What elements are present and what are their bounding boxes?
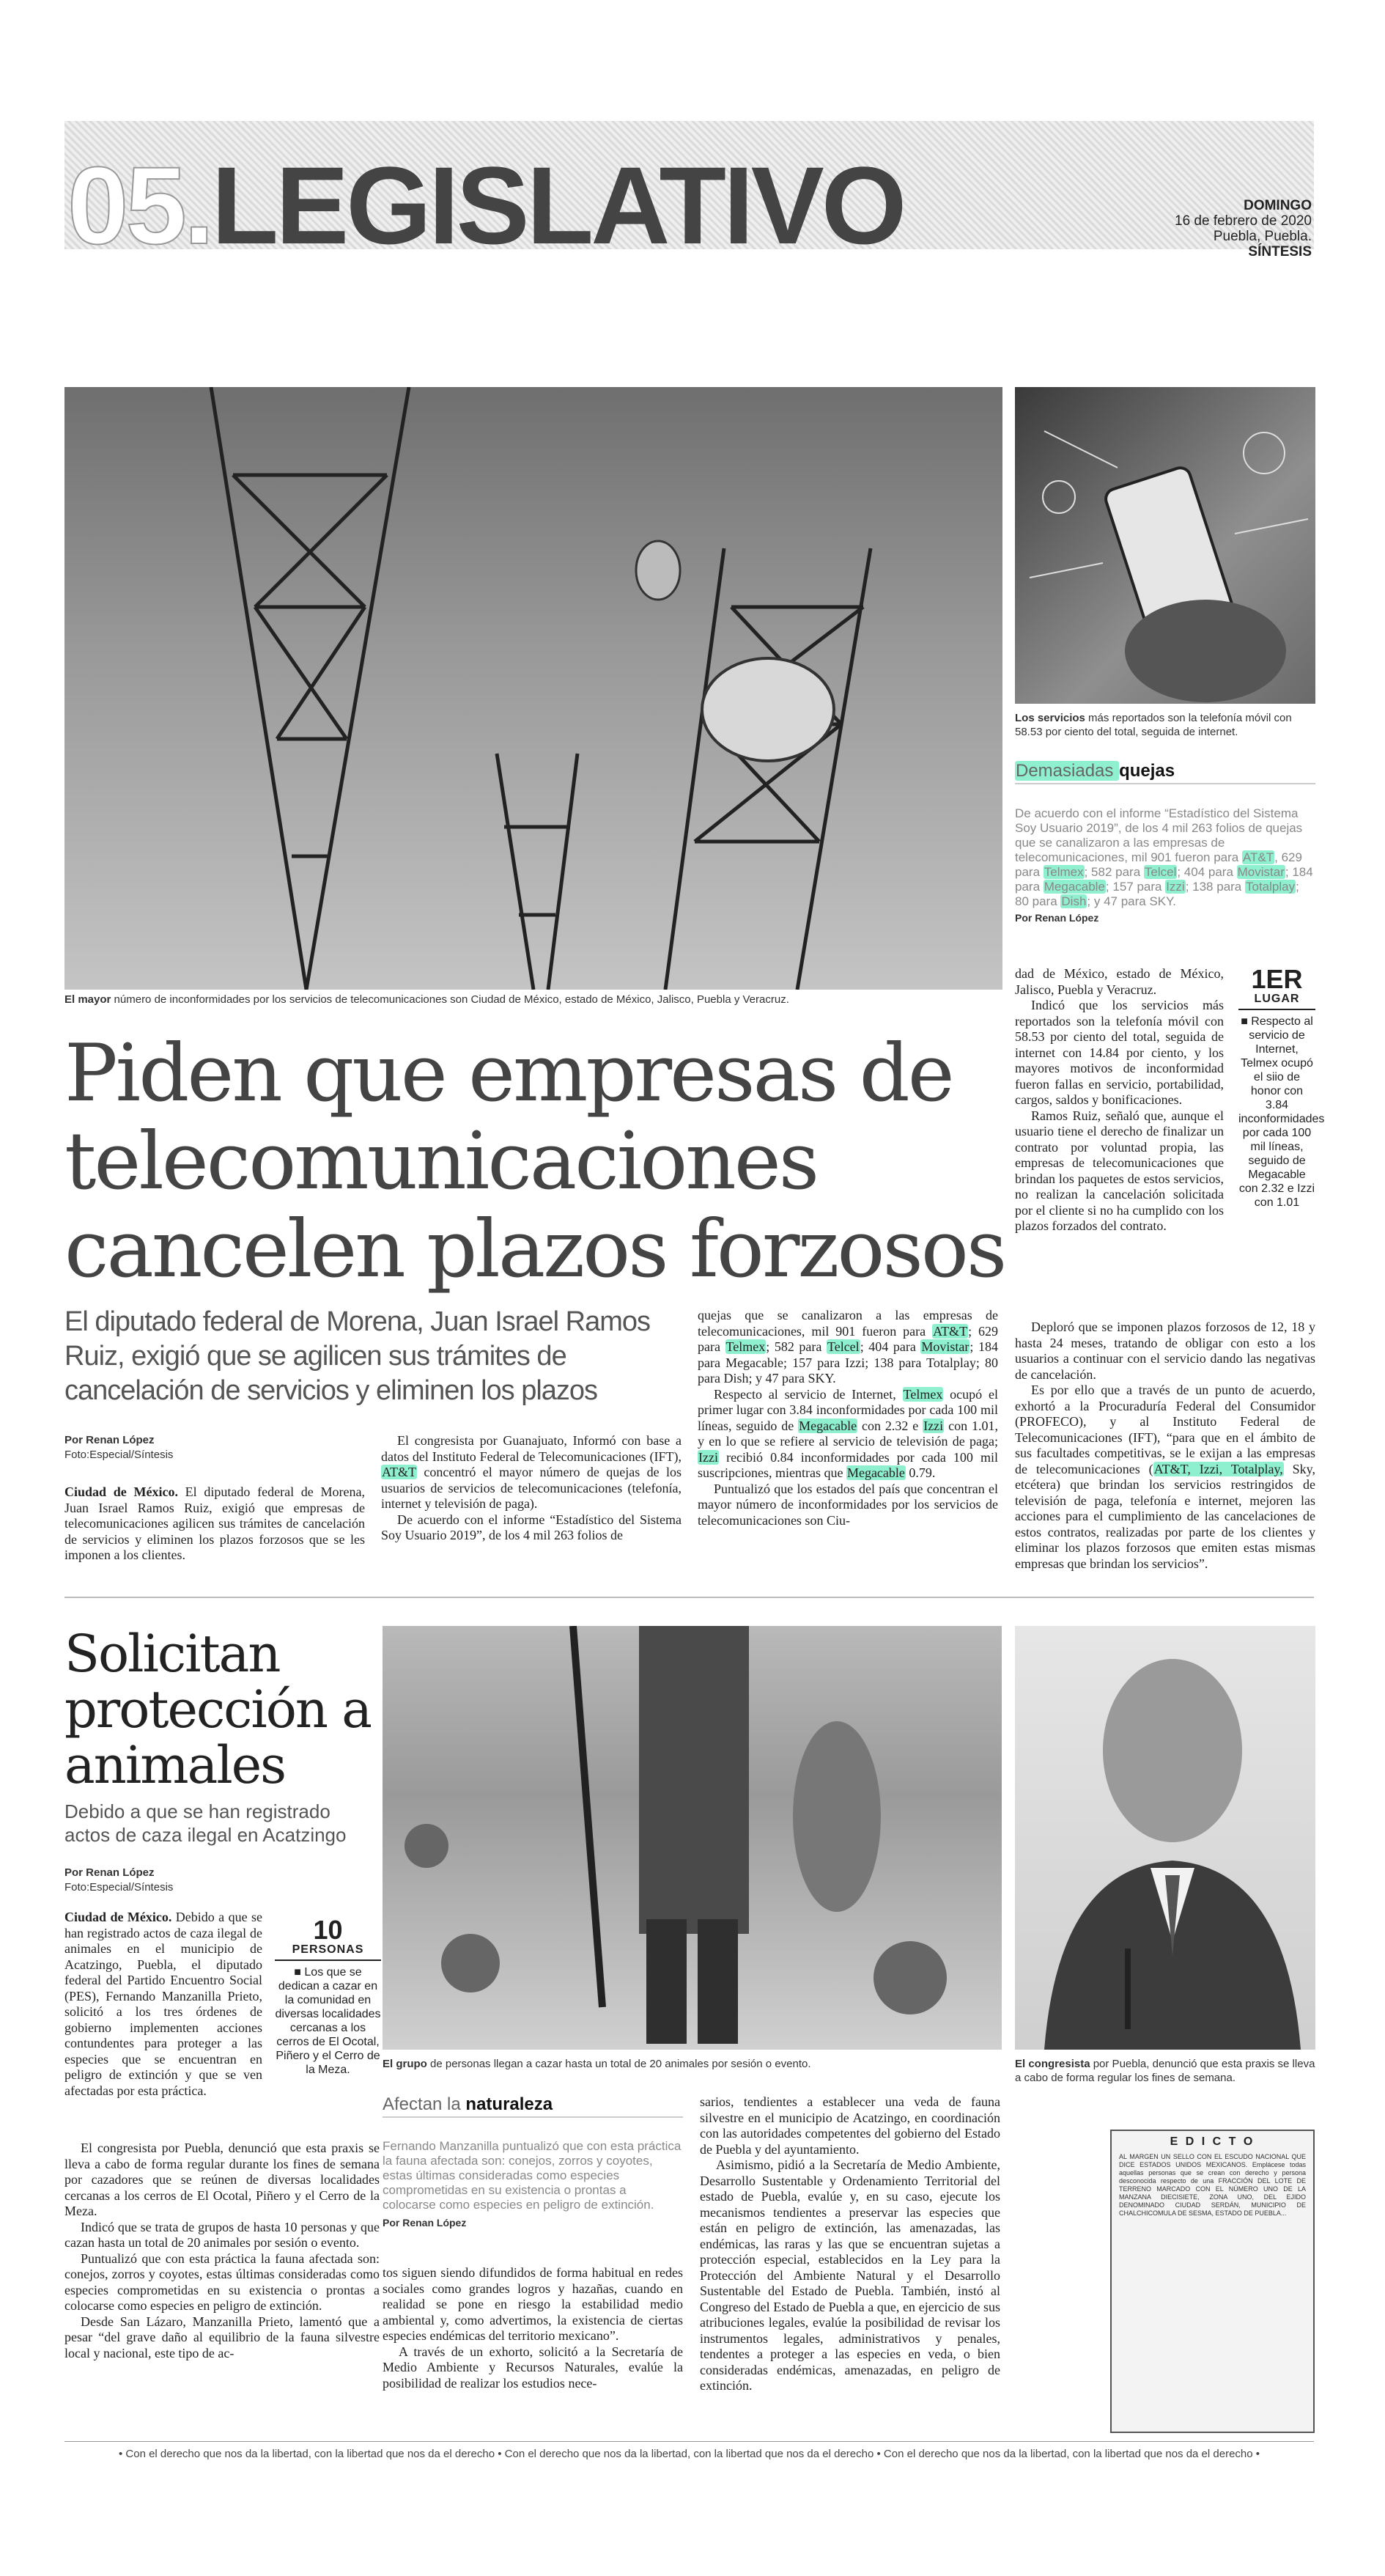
brand: SÍNTESIS (1248, 244, 1312, 260)
hunter-photo (383, 1626, 1002, 2050)
story2-col1b (64, 2141, 380, 2361)
col2-text: El congresista por Guanajuato, Informó con base a datos del Instituto Federal de Telecomunicaciones (IFT), (381, 1433, 682, 1464)
highlight: AT&T (382, 1465, 416, 1479)
sidebar-text: Fernando Manzanilla puntualizó que con esta práctica la fauna afectada son: conejos, zorros y coyotes, estas últimas consideradas como especies comprometidas en su existencia o prontas a colocarse como especies en peligro de extinción. (383, 2139, 682, 2212)
highlight: Izzi (698, 1449, 718, 1465)
highlight: Telmex (903, 1386, 943, 1402)
story1-col2 (381, 1433, 682, 1544)
highlight: Telmex (1044, 865, 1084, 879)
sidebar-text: ; 138 para (1185, 880, 1245, 894)
highlight: Telcel (827, 1339, 860, 1354)
col1-paragraph: Indicó que se trata de grupos de hasta 10 personas y que cazan hasta un total de 20 animales por sesión o evento. (64, 2219, 380, 2250)
sidebar-head-quejas (1015, 761, 1315, 784)
caption-lead: El congresista (1015, 2058, 1090, 2070)
col3-paragraph: Puntualizó que los estados del país que concentran el mayor número de inconformidades por los servicios de telecomunicaciones son Ciu- (698, 1481, 998, 1528)
highlight: Telmex (725, 1339, 766, 1354)
col3-text: ; 404 para (860, 1339, 921, 1354)
col4-text: Es por ello que a través de un punto de acuerdo, exhortó a la Procuraduría Federal del Consumidor (PROFECO), y al Instituto Federal de Telecomunicaciones (IFT), “para que en el ámbito de sus facultades competitivas, se le exijan a las empresas de telecomunicaciones ( (1015, 1383, 1315, 1476)
story2-col3 (700, 2094, 1000, 2394)
section-divider (64, 1597, 1314, 1598)
col3-text: ocupó el primer lugar con 3.84 inconformidades por cada 100 mil líneas, seguido de (698, 1386, 998, 1433)
date-block (1175, 198, 1312, 260)
phone-illustration (1015, 387, 1315, 704)
fact-text: ■ Respecto al servicio de Internet, Telmex ocupó el siio de honor con 3.84 inconformidades por cada 100 mil líneas, seguido de Megacable con 2.32 e Izzi con 1.01 (1238, 1015, 1325, 1209)
byline-name: Renan López (83, 1866, 155, 1879)
sidebar-text: , 629 para (1015, 850, 1302, 879)
highlight: Megacable (799, 1418, 857, 1433)
story1-col1 (64, 1484, 365, 1564)
highlight: Movistar (921, 1339, 970, 1354)
col4-paragraph: Indicó que los servicios más reportados son la telefonía móvil con 58.53 por ciento del total, seguida de internet con 14.84 por ciento, y los mayores motivos de inconformidad fueron fallas en servicio, portabilidad, cargos, saldos y bonificaciones. (1015, 998, 1224, 1107)
sidebar-text: ; 157 para (1105, 880, 1166, 894)
caption-text: de personas llegan a cazar hasta un total de 20 animales por sesión o evento. (426, 2058, 811, 2070)
fact-number: 10 (313, 1915, 343, 1945)
sidebar-byline: Por Renan López (383, 2217, 467, 2229)
sidebar-text: De acuerdo con el informe “Estadístico del Sistema Soy Usuario 2019”, de los 4 mil 263 folios de quejas que se canalizaron a las empresas de telecomunicaciones, mil 901 fueron para (1015, 806, 1303, 864)
col4-text: Sky, etcétera) que brindan los servicios restringidos de televisión de paga, telefonía e internet, mejoren las acciones para el cumplimiento de las cancelaciones de estos contratos, realizadas por parte de los clientes y eliminar los plazos forzosos que emiten estas mismas empresas que brindan los servicios”. (1015, 1461, 1315, 1571)
sidebar-text: ; 80 para (1015, 880, 1299, 908)
highlight: Izzi (1166, 880, 1185, 894)
fact-box-first-place (1238, 964, 1325, 1210)
col3-text: ; 629 para (698, 1323, 998, 1354)
highlight: Telcel (1144, 865, 1177, 879)
highlight: AT&T, Izzi, Totalplay, (1153, 1461, 1283, 1476)
fact-label: LUGAR (1254, 993, 1300, 1005)
highlight: Izzi (923, 1418, 944, 1433)
col3-text: con 2.32 e (857, 1418, 923, 1433)
section-title (67, 144, 904, 267)
byline-label: Por (64, 1434, 84, 1446)
col3-text: recibió 0.84 inconformidades por cada 100 mil suscripciones, mientras que (698, 1449, 998, 1480)
dateline: Ciudad de México. (64, 1910, 172, 1924)
story2-byline (64, 1866, 284, 1895)
col1-paragraph: El congresista por Puebla, denunció que esta praxis se lleva a cabo de forma regular durante los fines de semana por cazadores que se reúnen de diversas localidades cercanas a los cerros de El Ocotal, Piñero y el Cerro de la Meza. (64, 2141, 380, 2218)
col2-paragraph: tos siguen siendo difundidos de forma habitual en redes sociales como grandes logros y hazañas, cuando en realidad se pone en riesgo la estabilidad medio ambiental y, como advertimos, la existencia de ciertas especies endémicas del territorio mexicano”. (383, 2265, 683, 2343)
portrait-illustration (1015, 1626, 1315, 2050)
sidebar-head-naturaleza (383, 2094, 683, 2118)
col1-paragraph: Desde San Lázaro, Manzanilla Prieto, lamentó que a pesar “del grave daño al equilibrio de la fauna silvestre local y nacional, este tipo de ac- (64, 2314, 380, 2360)
fact-number: 1ER (1251, 964, 1303, 994)
caption-lead: Los servicios (1015, 712, 1085, 724)
caption-lead: El grupo (383, 2058, 427, 2070)
col3-text: con 1.01, y en lo que se refiere al servicio de televisión de paga; (698, 1418, 998, 1449)
section-number: 05. (67, 144, 212, 267)
sidebar-body-naturaleza (383, 2139, 683, 2230)
sidebar-text: ; 184 para (1015, 865, 1313, 894)
col3-paragraph: sarios, tendientes a establecer una veda de fauna silvestre en el municipio de Acatzingo, en coordinación con las autoridades competentes del gobierno del Estado de Puebla y del ayuntamiento. (700, 2094, 1000, 2157)
story1-deck: El diputado federal de Morena, Juan Israel Ramos Ruiz, exigió que se agilicen sus trámites de cancelación de servicios y eliminen los plazos (64, 1306, 651, 1406)
col3-text: ; 184 para Megacable; 157 para Izzi; 138 para Totalplay; 80 para Dish; y 47 para SKY. (698, 1339, 998, 1385)
photo-credit: Foto:Especial/Síntesis (64, 1449, 174, 1461)
highlight: AT&T (1242, 850, 1274, 864)
story2-col2 (383, 2265, 683, 2391)
antenna-photo-caption (64, 993, 1002, 1007)
story2-headline: Solicitan protección a animales (64, 1624, 371, 1795)
highlight: Dish (1061, 894, 1087, 908)
edicto-body: AL MARGEN UN SELLO CON EL ESCUDO NACIONAL QUE DICE ESTADOS UNIDOS MEXICANOS. Emplácese todas aquellas personas que se crean con derecho y persona desconocida respecto de una FRACCIÓN DEL LOTE DE TERRENO MARCADO CON EL NÚMERO UNO DE LA MANZANA DIECISIETE, ZONA UNO, DEL EJIDO DENOMINADO CIUDAD SERDÁN, MUNICIPIO DE CHALCHICOMULA DE SESMA, ESTADO DE PUEBLA... (1119, 2153, 1306, 2217)
story1-col4a (1015, 966, 1224, 1234)
edicto-title: E D I C T O (1170, 2135, 1255, 2148)
date: 16 de febrero de 2020 (1175, 213, 1312, 229)
footer-slogan: • Con el derecho que nos da la libertad, con la libertad que nos da el derecho • Con el derecho que nos da la libertad, con la libertad que nos da el derecho • Con el derecho que nos da la libertad, con la libertad que nos da el derecho • (64, 2441, 1314, 2460)
weekday: DOMINGO (1244, 198, 1312, 213)
congressman-portrait (1015, 1626, 1315, 2050)
story1-byline (64, 1433, 284, 1462)
story1-headline: Piden que empresas de telecomunicaciones cancelen plazos forzosos (64, 1028, 1005, 1295)
sidebar-text: ; 582 para (1084, 865, 1144, 879)
satellite-dish-shape (702, 658, 834, 761)
photo-credit: Foto:Especial/Síntesis (64, 1881, 174, 1894)
byline-label: Por (64, 1866, 84, 1879)
col3-text: 0.79. (905, 1465, 936, 1480)
caption-text: número de inconformidades por los servicios de telecomunicaciones son Ciudad de México, estado de México, Jalisco, Puebla y Veracruz. (111, 993, 789, 1006)
portrait-caption (1015, 2057, 1315, 2085)
caption-lead: El mayor (64, 993, 111, 1006)
section-name: LEGISLATIVO (211, 144, 904, 267)
sidebar-head-bold: quejas (1119, 761, 1175, 781)
col3-text: ; 582 para (766, 1339, 827, 1354)
sidebar-text: ; y 47 para SKY. (1087, 894, 1177, 908)
highlight: Megacable (1044, 880, 1105, 894)
sidebar-head-light: Demasiadas (1016, 761, 1119, 781)
highlight: AT&T (933, 1323, 968, 1339)
col4-paragraph: dad de México, estado de México, Jalisco, Puebla y Veracruz. (1015, 966, 1224, 997)
fact-text: ■ Los que se dedican a cazar en la comunidad en diversas localidades cercanas a los cerros de El Ocotal, Piñero y el Cerro de la Meza. (275, 1966, 381, 2076)
fact-label: PERSONAS (292, 1943, 364, 1956)
fact-divider (1238, 1009, 1315, 1010)
highlight: Movistar (1237, 865, 1285, 879)
sidebar-body-quejas (1015, 806, 1315, 925)
col1-text: Debido a que se han registrado actos de caza ilegal de animales en el municipio de Acatzingo, Puebla, el diputado federal del Partido Encuentro Social (PES), Fernando Manzanilla Prieto, solicitó a los tres órdenes de gobierno implementen acciones contundentes para proteger a las especies que se encuentran en peligro de extinción y que se ven afectadas por esta práctica. (64, 1910, 262, 2098)
col2-text: concentró el mayor número de quejas de los usuarios de servicios de telecomunicaciones (telefonía, internet y televisión de paga). (381, 1465, 682, 1511)
col3-paragraph: Asimismo, pidió a la Secretaría de Medio Ambiente, Desarrollo Sustentable y Ordenamiento Territorial del estado de Puebla, evalúe y, en su caso, ejecute los mecanismos tendientes a preservar las especies que están en peligro de extinción, las amenazadas, las endémicas, las raras y las que se encuentran sujetas a protección especial, establecidos en la Ley para la Protección del Ambiente Natural y el Desarrollo Sustentable del Estado de Puebla. También, instó al Congreso del Estado de Puebla a que, en ejercicio de sus atribuciones legales, evalúe la posibilidad de revisar los instrumentos legales, administrativos y penales, tendentes a proteger a las especies en veda, o bien consideradas endémicas, amenazadas, en peligro de extinción. (700, 2157, 1000, 2393)
fact-divider (275, 1959, 381, 1961)
story2-deck: Debido a que se han registrado actos de caza ilegal en Acatzingo (64, 1800, 347, 1846)
col4-paragraph: Ramos Ruiz, señaló que, aunque el usuario tiene el derecho de finalizar un contrato por voluntad propia, las empresas de telecomunicaciones que brindan los paquetes de estos servicios, no realizan la cancelación solicitada por el cliente si no ha cumplido con los plazos forzados del contrato. (1015, 1108, 1224, 1233)
col2-paragraph: A través de un exhorto, solicitó a la Secretaría de Medio Ambiente y Recursos Naturales, evalúe la posibilidad de realizar los estudios nece- (383, 2344, 683, 2391)
sidebar-head-light: Afectan la (383, 2094, 466, 2114)
antenna-photo (64, 387, 1002, 990)
highlight: Megacable (846, 1465, 905, 1480)
sidebar-byline: Por Renan López (1015, 912, 1099, 924)
place: Puebla, Puebla. (1213, 229, 1312, 244)
sidebar-text: ; 404 para (1177, 865, 1237, 879)
caption-text: más reportados son la telefonía móvil con 58.53 por ciento del total, seguida de internet. (1015, 712, 1292, 738)
phone-photo (1015, 387, 1315, 704)
caption-text: por Puebla, denunció que esta praxis se lleva a cabo de forma regular los fines de semana. (1015, 2058, 1315, 2084)
hunter-illustration (383, 1626, 1002, 2050)
col3-text: Respecto al servicio de Internet, (714, 1386, 903, 1402)
sidebar-head-bold: naturaleza (465, 2094, 553, 2114)
story1-col4b (1015, 1320, 1315, 1572)
edicto-legal-notice (1110, 2130, 1315, 2433)
col1-paragraph: Puntualizó que con esta práctica la fauna afectada son: conejos, zorros y coyotes, estas últimas consideradas como especies comprometidas en su existencia o prontas a colocarse como especies en peligro de extinción. (64, 2251, 380, 2313)
col2-paragraph: De acuerdo con el informe “Estadístico del Sistema Soy Usuario 2019”, de los 4 mil 263 folios de (381, 1512, 682, 1542)
byline-name: Renan López (83, 1434, 155, 1446)
hunter-photo-caption (383, 2057, 1002, 2071)
antenna-illustration (64, 387, 1002, 990)
story2-col1a (64, 1910, 262, 2099)
phone-photo-caption (1015, 711, 1315, 739)
col4-paragraph: Deploró que se imponen plazos forzosos de 12, 18 y hasta 24 meses, tratando de obligar con esto a los usuarios a continuar con el servicio dando las negativas de cancelación. (1015, 1320, 1315, 1382)
fact-box-personas (275, 1917, 381, 2077)
dateline: Ciudad de México. (64, 1484, 178, 1499)
col1-text: El diputado federal de Morena, Juan Israel Ramos Ruiz, exigió que empresas de telecomunicaciones agilicen sus trámites de cancelación de servicios y eliminen los plazos forzosos que se les imponen a los clientes. (64, 1484, 365, 1562)
highlight: Totalplay (1245, 880, 1296, 894)
col3-text: quejas que se canalizaron a las empresas de telecomunicaciones, mil 901 fueron para (698, 1308, 998, 1339)
story1-col3 (698, 1308, 998, 1528)
